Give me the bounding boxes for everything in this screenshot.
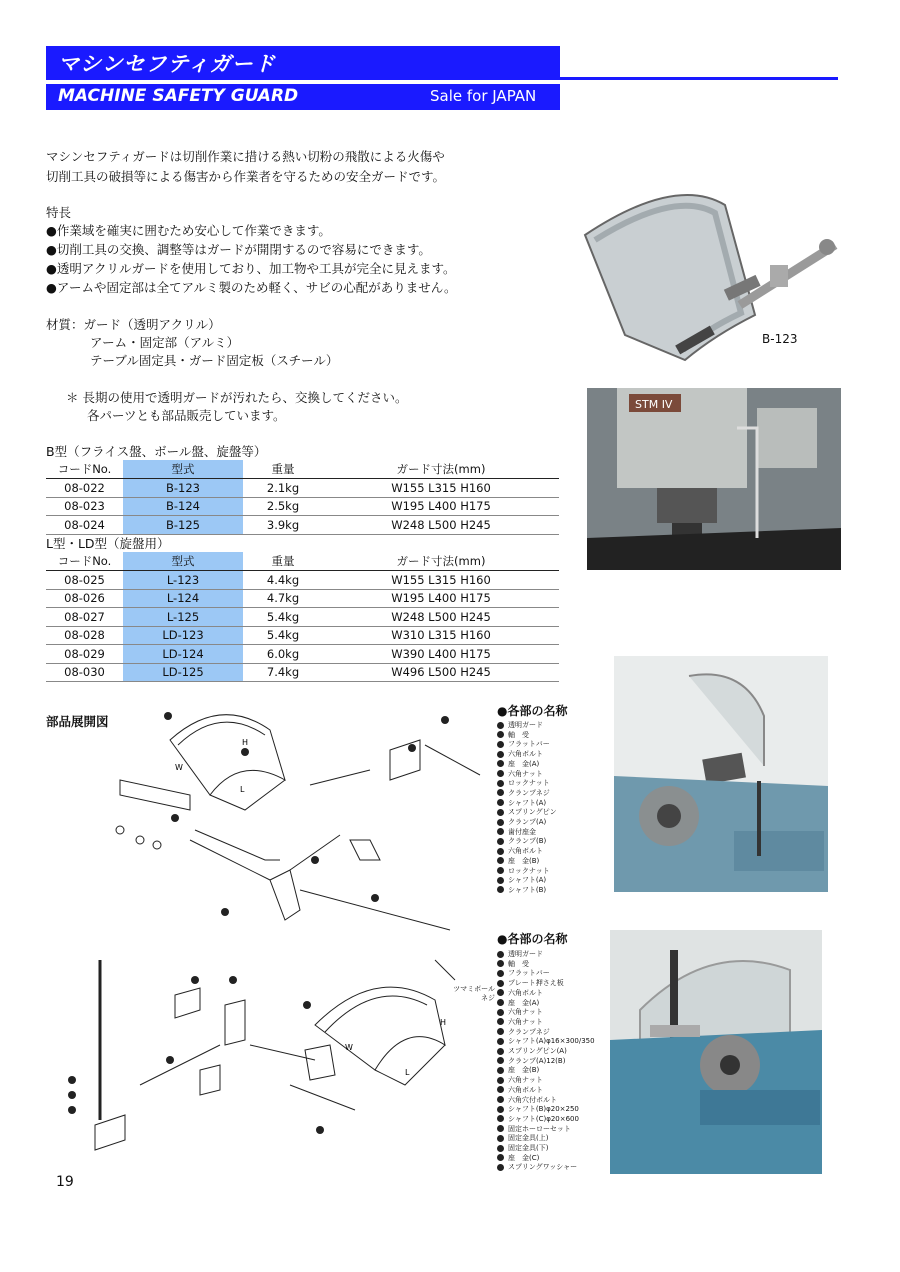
- number-marker-icon: [497, 722, 504, 729]
- cell: W248 L500 H245: [323, 516, 559, 535]
- number-marker-icon: [497, 1028, 504, 1035]
- number-marker-icon: [497, 999, 504, 1006]
- number-marker-icon: [497, 838, 504, 845]
- parts-b-heading: ●各部の名称: [497, 704, 568, 718]
- number-marker-icon: [497, 970, 504, 977]
- list-item: シャフト(A): [497, 799, 557, 809]
- table-row: [46, 516, 559, 535]
- cell: LD-125: [123, 663, 243, 682]
- cell: 08-025: [46, 571, 123, 590]
- cell: L-123: [123, 571, 243, 590]
- number-marker-icon: [497, 1057, 504, 1064]
- list-item: 六角ナット: [497, 770, 557, 780]
- table-row: [46, 497, 559, 516]
- cell: LD-124: [123, 645, 243, 664]
- knob-label: ツマミボール ネジ: [453, 985, 495, 1002]
- list-item: 透明ガード: [497, 721, 557, 731]
- list-item: シャフト(A)φ16×300/350: [497, 1037, 595, 1047]
- cell: W155 L315 H160: [323, 571, 559, 590]
- col-model: 型式: [123, 460, 243, 479]
- col-size: ガード寸法(mm): [323, 460, 559, 479]
- page-title: マシンセフティガード: [58, 52, 276, 76]
- table-row: [46, 645, 559, 664]
- feature-item: ●透明アクリルガードを使用しており、加工物や工具が完全に見えます。: [46, 261, 456, 276]
- list-item: スプリングワッシャー: [497, 1163, 595, 1173]
- cell: W310 L315 H160: [323, 626, 559, 645]
- table-b-heading: B型（フライス盤、ボール盤、旋盤等）: [46, 444, 267, 459]
- list-item: フラットバー: [497, 969, 595, 979]
- list-item: 軸 受: [497, 731, 557, 741]
- list-item: 固定金具(下): [497, 1144, 595, 1154]
- list-item: ロックナット: [497, 867, 557, 877]
- cell: 08-029: [46, 645, 123, 664]
- cell: L-125: [123, 608, 243, 627]
- number-marker-icon: [497, 1009, 504, 1016]
- number-marker-icon: [497, 848, 504, 855]
- number-marker-icon: [497, 1048, 504, 1055]
- number-marker-icon: [497, 857, 504, 864]
- number-marker-icon: [497, 877, 504, 884]
- cell: 4.7kg: [243, 589, 323, 608]
- feature-item: ●切削工具の交換、調整等はガードが開閉するので容易にできます。: [46, 242, 431, 257]
- cell: 4.4kg: [243, 571, 323, 590]
- number-marker-icon: [497, 828, 504, 835]
- cell: W390 L400 H175: [323, 645, 559, 664]
- feature-item: ●作業域を確実に囲むため安心して作業できます。: [46, 223, 331, 238]
- list-item: ロックナット: [497, 779, 557, 789]
- cell: 08-027: [46, 608, 123, 627]
- note-line-1: ＊ 長期の使用で透明ガードが汚れたら、交換してください。: [66, 390, 408, 405]
- english-title: MACHINE SAFETY GUARD: [58, 86, 299, 106]
- cell: 7.4kg: [243, 663, 323, 682]
- lathe-guard-photo-1: [614, 656, 828, 892]
- sale-label: Sale for JAPAN: [430, 87, 537, 105]
- number-marker-icon: [497, 741, 504, 748]
- svg-text:L: L: [240, 785, 245, 794]
- number-marker-icon: [497, 731, 504, 738]
- col-model: 型式: [123, 552, 243, 571]
- list-item: クランプ(A)12(B): [497, 1057, 595, 1067]
- cell: 08-026: [46, 589, 123, 608]
- table-header: [46, 552, 559, 571]
- table-l: [46, 552, 559, 682]
- cell: 08-023: [46, 497, 123, 516]
- list-item: シャフト(C)φ20×600: [497, 1115, 595, 1125]
- number-marker-icon: [497, 1106, 504, 1113]
- list-item: 六角ナット: [497, 1008, 595, 1018]
- list-item: 固定金具(上): [497, 1134, 595, 1144]
- list-item: 座 金(C): [497, 1154, 595, 1164]
- features-heading: 特長: [46, 205, 72, 220]
- list-item: 座 金(B): [497, 857, 557, 867]
- cell: W248 L500 H245: [323, 608, 559, 627]
- cell: B-125: [123, 516, 243, 535]
- number-marker-icon: [497, 819, 504, 826]
- svg-text:L: L: [405, 1068, 410, 1077]
- exploded-diagram-l: [55, 950, 495, 1165]
- list-item: クランプ(A): [497, 818, 557, 828]
- svg-text:H: H: [440, 1018, 447, 1027]
- list-item: 六角ボルト: [497, 750, 557, 760]
- title-rule: [560, 77, 838, 80]
- cell: 5.4kg: [243, 608, 323, 627]
- cell: B-123: [123, 479, 243, 498]
- number-marker-icon: [497, 789, 504, 796]
- list-item: シャフト(B)φ20×250: [497, 1105, 595, 1115]
- list-item: 六角穴付ボルト: [497, 1096, 595, 1106]
- table-l-heading: L型・LD型（旋盤用）: [46, 536, 170, 551]
- cell: W155 L315 H160: [323, 479, 559, 498]
- list-item: 固定ホーローセット: [497, 1125, 595, 1135]
- number-marker-icon: [497, 1086, 504, 1093]
- cell: 2.5kg: [243, 497, 323, 516]
- page-number: 19: [56, 1174, 74, 1190]
- list-item: 六角ボルト: [497, 1086, 595, 1096]
- number-marker-icon: [497, 1067, 504, 1074]
- number-marker-icon: [497, 989, 504, 996]
- lathe-guard-photo-2: [610, 930, 822, 1174]
- table-header: [46, 460, 559, 479]
- list-item: スプリングピン: [497, 808, 557, 818]
- list-item: スプリングピン(A): [497, 1047, 595, 1057]
- col-weight: 重量: [243, 552, 323, 571]
- cell: 2.1kg: [243, 479, 323, 498]
- list-item: クランプネジ: [497, 789, 557, 799]
- exploded-diagram-b: [60, 700, 490, 940]
- cell: LD-123: [123, 626, 243, 645]
- list-item: 六角ナット: [497, 1076, 595, 1086]
- number-marker-icon: [497, 1154, 504, 1161]
- list-item: 六角ボルト: [497, 847, 557, 857]
- number-marker-icon: [497, 780, 504, 787]
- cell: W195 L400 H175: [323, 589, 559, 608]
- cell: 08-022: [46, 479, 123, 498]
- cell: L-124: [123, 589, 243, 608]
- material-line-2: アーム・固定部（アルミ）: [90, 335, 240, 350]
- feature-item: ●アームや固定部は全てアルミ製のため軽く、サビの心配がありません。: [46, 280, 457, 295]
- number-marker-icon: [497, 867, 504, 874]
- col-code: コードNo.: [46, 460, 123, 479]
- list-item: 六角ナット: [497, 1018, 595, 1028]
- list-item: 座 金(B): [497, 1066, 595, 1076]
- svg-text:H: H: [242, 738, 249, 747]
- number-marker-icon: [497, 760, 504, 767]
- milling-machine-photo: [587, 388, 841, 570]
- list-item: 透明ガード: [497, 950, 595, 960]
- parts-l-list: [497, 950, 595, 1173]
- parts-l-heading: ●各部の名称: [497, 932, 568, 946]
- svg-text:STM IV: STM IV: [635, 398, 673, 411]
- table-row: [46, 479, 559, 498]
- cell: 08-028: [46, 626, 123, 645]
- parts-b-list: [497, 721, 557, 896]
- number-marker-icon: [497, 809, 504, 816]
- number-marker-icon: [497, 1018, 504, 1025]
- table-b: [46, 460, 559, 535]
- cell: W496 L500 H245: [323, 663, 559, 682]
- table-row: [46, 589, 559, 608]
- list-item: クランプ(B): [497, 837, 557, 847]
- list-item: プレート押さえ板: [497, 979, 595, 989]
- list-item: 六角ボルト: [497, 989, 595, 999]
- number-marker-icon: [497, 1125, 504, 1132]
- list-item: 座 金(A): [497, 999, 595, 1009]
- list-item: 座 金(A): [497, 760, 557, 770]
- number-marker-icon: [497, 1164, 504, 1171]
- cell: 5.4kg: [243, 626, 323, 645]
- number-marker-icon: [497, 960, 504, 967]
- number-marker-icon: [497, 1077, 504, 1084]
- number-marker-icon: [497, 1038, 504, 1045]
- table-row: [46, 626, 559, 645]
- table-row: [46, 663, 559, 682]
- number-marker-icon: [497, 1096, 504, 1103]
- number-marker-icon: [497, 751, 504, 758]
- cell: 6.0kg: [243, 645, 323, 664]
- cell: B-124: [123, 497, 243, 516]
- list-item: 軸 受: [497, 960, 595, 970]
- number-marker-icon: [497, 799, 504, 806]
- svg-text:W: W: [175, 763, 183, 772]
- col-size: ガード寸法(mm): [323, 552, 559, 571]
- number-marker-icon: [497, 886, 504, 893]
- intro-line-2: 切削工具の破損等による傷害から作業者を守るための安全ガードです。: [46, 169, 446, 184]
- list-item: クランプネジ: [497, 1028, 595, 1038]
- b123-product-photo: [565, 185, 845, 365]
- exploded-heading: 部品展開図: [46, 714, 109, 729]
- table-row: [46, 571, 559, 590]
- list-item: 歯付座金: [497, 828, 557, 838]
- material-line-1: 材質：ガード（透明アクリル）: [46, 317, 221, 332]
- cell: 3.9kg: [243, 516, 323, 535]
- svg-text:W: W: [345, 1043, 353, 1052]
- intro-line-1: マシンセフティガードは切削作業に措ける熱い切粉の飛散による火傷や: [46, 149, 445, 164]
- col-code: コードNo.: [46, 552, 123, 571]
- cell: W195 L400 H175: [323, 497, 559, 516]
- cell: 08-024: [46, 516, 123, 535]
- table-row: [46, 608, 559, 627]
- list-item: シャフト(B): [497, 886, 557, 896]
- list-item: フラットバー: [497, 740, 557, 750]
- number-marker-icon: [497, 1135, 504, 1142]
- photo-caption: B-123: [762, 332, 798, 346]
- number-marker-icon: [497, 980, 504, 987]
- number-marker-icon: [497, 770, 504, 777]
- number-marker-icon: [497, 1115, 504, 1122]
- col-weight: 重量: [243, 460, 323, 479]
- cell: 08-030: [46, 663, 123, 682]
- note-line-2: 各パーツとも部品販売しています。: [87, 408, 286, 423]
- list-item: シャフト(A): [497, 876, 557, 886]
- number-marker-icon: [497, 1145, 504, 1152]
- number-marker-icon: [497, 951, 504, 958]
- material-line-3: テーブル固定具・ガード固定板（スチール）: [90, 353, 339, 368]
